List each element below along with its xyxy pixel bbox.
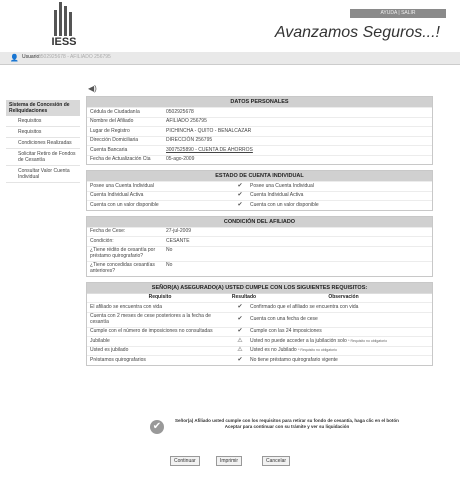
panel-title: CONDICIÓN DEL AFILIADO	[87, 217, 432, 227]
logo-text: IESS	[51, 36, 77, 48]
table-row: Cuenta con 2 meses de cese posteriores a la fecha de cesantía ✔ Cuenta con una fecha de cese	[87, 312, 432, 327]
sidebar-item-requisitos[interactable]: Requisitos	[6, 116, 80, 127]
check-icon: ✔	[237, 182, 243, 189]
warning-icon: ⚠	[237, 347, 243, 353]
main-content	[86, 96, 433, 371]
user-icon: 👤	[10, 55, 19, 62]
panel-title: SEÑOR(A) ASEGURADO(A) USTED CUMPLE CON LOS SIGUIENTES REQUISITOS:	[87, 283, 432, 293]
check-icon: ✔	[237, 328, 243, 334]
sidebar-item-solicitar-retiro[interactable]: Solicitar Retiro de Fondos de Cesantía	[6, 149, 80, 166]
table-row: Condición: CESANTE	[87, 236, 432, 246]
table-row: Préstamos quirografarios ✔ No tiene préstamo quirografario vigente	[87, 355, 432, 365]
bank-account-link[interactable]: 3007525890 - CUENTA DE AHORROS	[166, 146, 253, 153]
table-row: Dirección Domiciliaria DIRECCIÓN 256795	[87, 136, 432, 146]
speaker-icon[interactable]: ◀)	[88, 84, 97, 93]
panel-title: ESTADO DE CUENTA INDIVIDUAL	[87, 171, 432, 181]
check-icon: ✔	[237, 192, 243, 198]
table-row: Jubilable ⚠ Usted no puede acceder a la jubilación solo * Requisito no obligatorio	[87, 336, 432, 346]
table-row: Cuenta Individual Activa ✔ Cuenta Individual Activa	[87, 191, 432, 201]
cancelar-button[interactable]: Cancelar	[262, 456, 290, 466]
result-message	[150, 418, 420, 446]
table-row: Fecha de Cese: 27-jul-2009	[87, 227, 432, 237]
table-row: Posee una Cuenta Individual ✔ Posee una Cuenta Individual	[87, 181, 432, 191]
action-buttons	[170, 456, 310, 466]
sidebar-title: Sistema de Concesión de Reliquidaciones	[6, 100, 80, 116]
estado-cuenta-panel	[86, 170, 433, 211]
table-row: Cuenta con un valor disponible ✔ Cuenta con un valor disponible	[87, 200, 432, 210]
table-row: Cuenta Bancaria 3007525890 - CUENTA DE AHORROS	[87, 145, 432, 155]
sidebar	[6, 100, 80, 183]
warning-icon: ⚠	[237, 337, 243, 344]
top-nav-links[interactable]: AYUDA | SALIR	[350, 9, 446, 18]
table-row: Fecha de Actualización Cta 05-ago-2009	[87, 155, 432, 165]
table-row: Nombre del Afiliado AFILIADO 256795	[87, 117, 432, 127]
check-circle-icon: ✔	[150, 420, 164, 434]
tagline: Avanzamos Seguros...!	[274, 24, 440, 41]
datos-personales-panel	[86, 96, 433, 165]
table-row: Cumple con el número de imposiciones no consultadas ✔ Cumple con las 24 imposiciones	[87, 327, 432, 337]
building-icon	[54, 2, 72, 36]
sidebar-item-condiciones[interactable]: Condiciones Realizadas	[6, 138, 80, 149]
imprimir-button[interactable]: Imprimir	[216, 456, 242, 466]
panel-title: DATOS PERSONALES	[87, 97, 432, 107]
check-icon: ✔	[237, 303, 243, 310]
table-row: ¿Tiene rédito de cesantía por préstamo quirografario? No	[87, 246, 432, 261]
check-icon: ✔	[237, 201, 243, 208]
user-value: 0502925678 - AFILIADO 256795	[38, 54, 111, 60]
iess-logo	[48, 2, 78, 48]
user-bar	[0, 52, 460, 65]
table-row: Usted es jubilado ⚠ Usted es no Jubilado * Requisito no obligatorio	[87, 346, 432, 356]
sidebar-item-consultar-valor[interactable]: Consultar Valor Cuenta Individual	[6, 166, 80, 183]
continuar-button[interactable]: Continuar	[170, 456, 200, 466]
header	[0, 0, 460, 58]
requisitos-panel	[86, 282, 433, 366]
table-row: Lugar de Registro PICHINCHA - QUITO - BENALCAZAR	[87, 126, 432, 136]
user-label: Usuario:	[22, 54, 41, 60]
table-row: ¿Tiene concedidas cesantías anteriores? No	[87, 261, 432, 276]
table-row: Cédula de Ciudadanía 0502925678	[87, 107, 432, 117]
table-header: Requisito Resultado Observación	[87, 293, 432, 303]
table-row: El afiliado se encuentra con vida ✔ Confirmado que el afiliado se encuentra con vida	[87, 302, 432, 312]
check-icon: ✔	[237, 315, 243, 322]
sidebar-item-requisitos-2[interactable]: Requisitos	[6, 127, 80, 138]
condicion-panel	[86, 216, 433, 277]
check-icon: ✔	[237, 356, 243, 363]
result-text: Señor(a) Afiliado usted cumple con los requisitos para retirar su fondo de cesantía, haga clic en el botón Aceptar para continuar con su trámite y ver su liquidación	[175, 418, 399, 429]
